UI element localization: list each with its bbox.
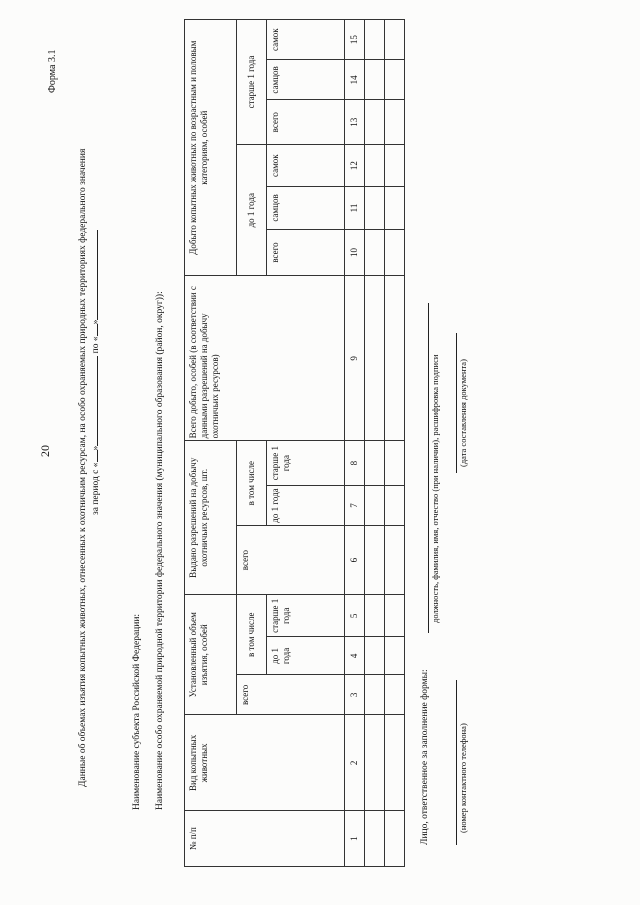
table-cell[interactable] [385, 637, 405, 675]
table-cell[interactable] [365, 60, 385, 100]
table-cell[interactable] [385, 715, 405, 811]
header-over1-all: всего [267, 100, 345, 145]
form-period [91, 230, 103, 515]
table-cell[interactable] [385, 144, 405, 186]
date-caption: (дата составления документа) [458, 359, 468, 467]
signature-caption: должность, фамилия, имя, отчество (при наличии), расшифровка подписи [430, 354, 440, 623]
header-quota-over1: старше 1 года [267, 595, 345, 637]
harvest-table [184, 19, 405, 867]
col-number: 3 [345, 675, 365, 715]
table-cell[interactable] [385, 20, 405, 60]
header-quota-all: всего [237, 675, 345, 715]
col-number: 6 [345, 526, 365, 595]
table-cell[interactable] [385, 526, 405, 595]
table-cell[interactable] [385, 595, 405, 637]
table-cell[interactable] [365, 20, 385, 60]
col-number: 13 [345, 100, 365, 145]
phone-caption: (номер контактного телефона) [458, 723, 468, 833]
header-quota-incl: в том числе [237, 595, 267, 675]
period-to-quote: » [91, 319, 101, 325]
col-number: 10 [345, 229, 365, 276]
subject-label: Наименование субъекта Российской Федерации: [132, 613, 142, 810]
header-over1-females: самок [267, 20, 345, 60]
header-permits-over1: старше 1 года [267, 441, 345, 486]
period-to-day-blank [97, 324, 98, 336]
col-number: 5 [345, 595, 365, 637]
table-cell[interactable] [385, 187, 405, 229]
period-to-label: по « [91, 336, 101, 354]
table-cell[interactable] [385, 100, 405, 145]
table-cell[interactable] [365, 144, 385, 186]
header-quota: Установленный объем изъятия, особей [185, 595, 237, 715]
table-cell[interactable] [365, 100, 385, 145]
table-cell[interactable] [365, 441, 385, 486]
territory-label: Наименование особо охраняемой природной территории федерального значения (муниципального образования (район, округ)): [155, 291, 165, 810]
table-cell[interactable] [365, 526, 385, 595]
column-number-row [345, 20, 365, 867]
col-number: 15 [345, 20, 365, 60]
header-over1: старше 1 года [237, 20, 267, 145]
table-cell[interactable] [365, 675, 385, 715]
header-over1-males: самцов [267, 60, 345, 100]
header-harvest-by-category: Добыто копытных животных по возрастным и половым категориям, особей [185, 20, 237, 276]
table-row [365, 20, 385, 867]
date-line [456, 333, 457, 473]
table-cell[interactable] [385, 675, 405, 715]
header-num: № п/п [185, 811, 345, 867]
col-number: 14 [345, 60, 365, 100]
col-number: 9 [345, 276, 365, 441]
col-number: 7 [345, 485, 365, 525]
header-under1: до 1 года [237, 144, 267, 275]
header-permits: Выдано разрешений на добычу охотничьих ресурсов, шт. [185, 441, 237, 595]
col-number: 12 [345, 144, 365, 186]
table-cell[interactable] [365, 229, 385, 276]
phone-line [456, 680, 457, 845]
col-number: 1 [345, 811, 365, 867]
header-permits-under1: до 1 года [267, 485, 345, 525]
col-number: 8 [345, 441, 365, 486]
table-cell[interactable] [365, 276, 385, 441]
table-cell[interactable] [365, 811, 385, 867]
table-cell[interactable] [385, 441, 405, 486]
table-cell[interactable] [385, 229, 405, 276]
table-cell[interactable] [365, 187, 385, 229]
col-number: 2 [345, 715, 365, 811]
table-row [385, 20, 405, 867]
header-species: Вид копытных животных [185, 715, 345, 811]
header-under1-all: всего [267, 229, 345, 276]
header-permits-all: всего [237, 526, 345, 595]
signature-line [428, 303, 429, 633]
header-permits-incl: в том числе [237, 441, 267, 526]
col-number: 4 [345, 637, 365, 675]
header-under1-females: самок [267, 144, 345, 186]
table-cell[interactable] [385, 276, 405, 441]
period-from-day-blank [97, 450, 98, 462]
form-title: Данные об объемах изъятия копытных животных, отнесенных к охотничьим ресурсам, на особо охраняемых природных территориях федерального значения [78, 148, 88, 787]
table-cell[interactable] [365, 485, 385, 525]
period-to-month-blank [97, 230, 98, 320]
table-cell[interactable] [385, 60, 405, 100]
table-cell[interactable] [365, 637, 385, 675]
period-from-month-blank [97, 356, 98, 446]
table-cell[interactable] [365, 595, 385, 637]
table-cell[interactable] [365, 715, 385, 811]
header-total-harvested: Всего добыто, особей (в соответствии с данными разрешений на добычу охотничьих ресурсов) [185, 276, 345, 441]
page-number: 20 [38, 445, 52, 457]
header-quota-under1: до 1 года [267, 637, 345, 675]
header-under1-males: самцов [267, 187, 345, 229]
form-label: Форма 3.1 [47, 49, 58, 93]
table-cell[interactable] [385, 811, 405, 867]
col-number: 11 [345, 187, 365, 229]
table-cell[interactable] [385, 485, 405, 525]
responsible-label: Лицо, ответственное за заполнение формы: [420, 669, 430, 845]
period-from-label: за период с « [91, 462, 101, 515]
period-from-quote: » [91, 445, 101, 451]
